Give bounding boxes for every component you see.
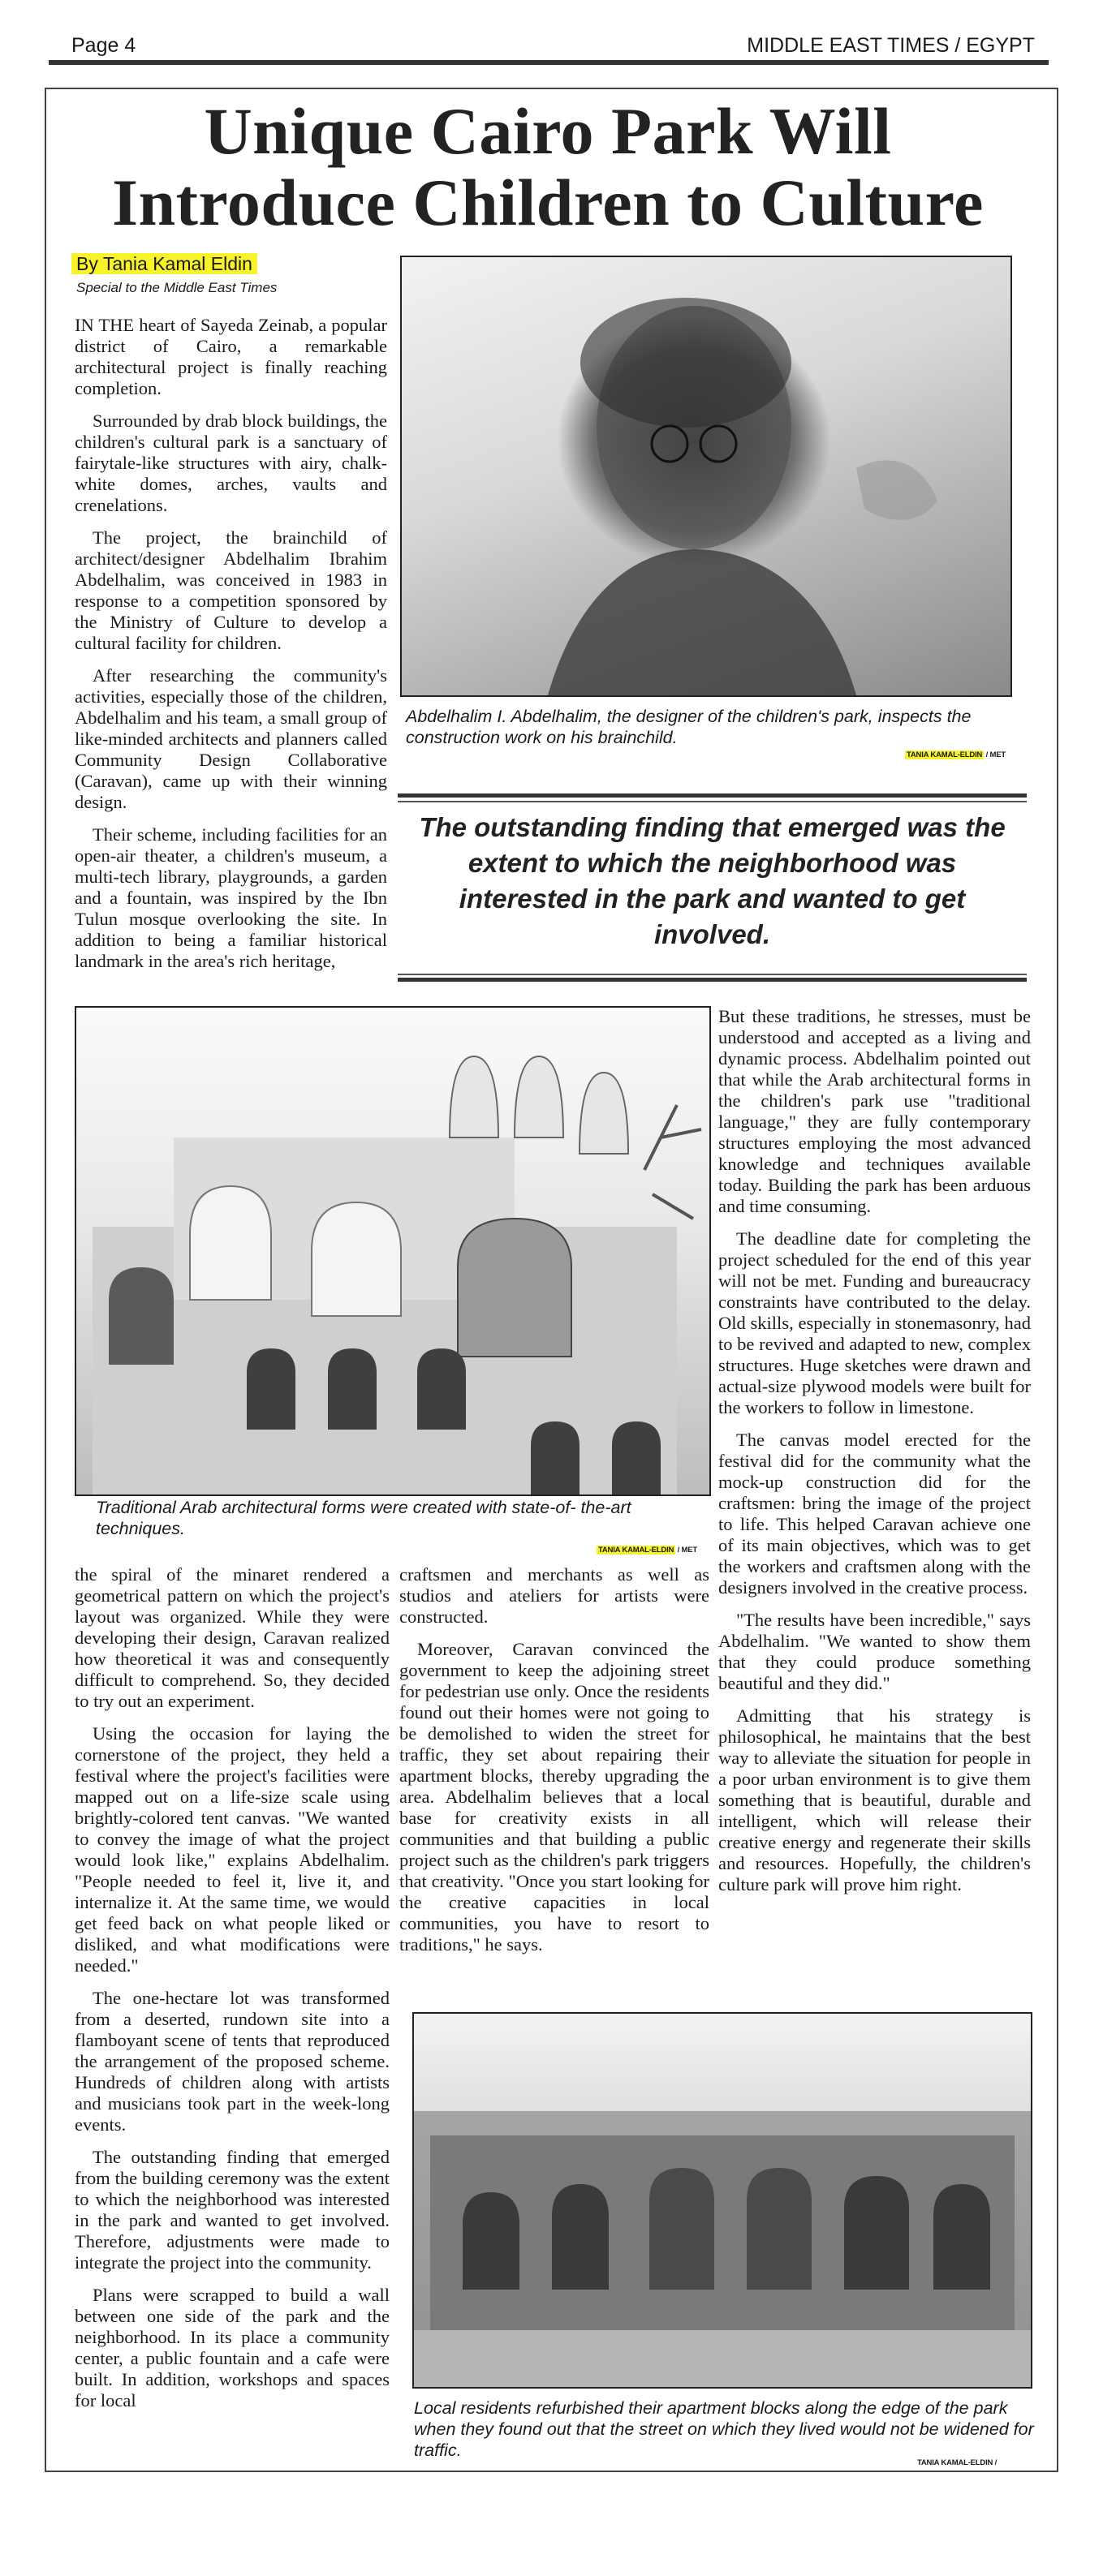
paragraph: The canvas model erected for the festival did for the community what the mock-up construction did for the craftsmen: bring the image of the project to life. This helped Caravan achieve one of its main objectives, which was to get the workers and craftsmen along with the designers involved in the creative process. — [718, 1430, 1031, 1598]
photo1-credit-name: TANIA KAMAL-ELDIN — [907, 750, 983, 759]
byline — [71, 253, 257, 275]
paragraph: The one-hectare lot was transformed from a deserted, rundown site into a flamboyant scene of tents that reproduced the arrangement of the proposed scheme. Hundreds of children along with artists and musicians took part in the week-long events. — [75, 1988, 390, 2135]
pull-quote-rule-top-thin — [398, 801, 1027, 802]
paragraph: Plans were scrapped to build a wall between one side of the park and the neighborhood. In its place a community center, a public fountain and a cafe were built. In addition, workshops and spaces for local — [75, 2285, 390, 2410]
byline-subtitle: Special to the Middle East Times — [76, 280, 278, 295]
column-bottom-middle — [399, 1564, 709, 1986]
photo3-credit: TANIA KAMAL-ELDIN / — [917, 2458, 998, 2467]
apartment-illustration — [414, 2014, 1031, 2387]
photo-designer-portrait — [400, 256, 1012, 697]
byline-author: By Tania Kamal Eldin — [71, 253, 257, 274]
paragraph: Moreover, Caravan convinced the government to keep the adjoining street for pedestrian use only. Once the residents found out their homes were not going to be demolished to widen the street for traffic, they set about repairing their apartment blocks, thereby upgrading the area. Abdelhalim believes that a local base for creativity exists in all communities and that building a public project such as the children's park triggers that creativity. "Once you start looking for the creative capacities in local communities, you have to resort to traditions," he says. — [399, 1639, 709, 1955]
paragraph: The outstanding finding that emerged from the building ceremony was the extent to which the neighborhood was interested in the park and wanted to get involved. Therefore, adjustments were made to integrate the project into the community. — [75, 2147, 390, 2273]
photo1-credit — [905, 750, 1006, 759]
headline — [65, 96, 1031, 239]
pull-quote-rule-top — [398, 793, 1027, 798]
paragraph: The project, the brainchild of architect/designer Abdelhalim Ibrahim Abdelhalim, was conceived in 1983 in response to a competition sponsored by the Ministry of Culture to develop a cultural facility for children. — [75, 527, 387, 653]
paragraph: Admitting that his strategy is philosophical, he maintains that the best way to alleviate the situation for people in a poor urban environment is to give them something that is beautiful, durable and intelligent, which will release their creative energy and regenerate their skills and resources. Hopefully, the children's culture park will prove him right. — [718, 1705, 1031, 1894]
publication-name: MIDDLE EAST TIMES / EGYPT — [747, 34, 1035, 57]
portrait-illustration — [402, 257, 1010, 695]
column-bottom-left — [75, 1564, 390, 2441]
paragraph: After researching the community's activities, especially those of the children, Abdelhalim and his team, a small group of like-minded architects and planners called Community Design Collaborative (Caravan), came up with their winning design. — [75, 665, 387, 812]
photo-architecture — [75, 1006, 711, 1496]
paragraph: Using the occasion for laying the cornerstone of the project, they held a festival where the project's facilities were mapped out on a life-size scale using brightly-colored tent canvas. "We wanted to convey the image of what the project would look like," explains Abdelhalim. "People needed to feel it, live it, and internalize it. At the same time, we would get feed back on what people liked or disliked, and what modifications were needed." — [75, 1723, 390, 1976]
headline-line-1: Unique Cairo Park Will — [204, 94, 892, 168]
photo1-credit-suffix: / MET — [984, 750, 1006, 759]
paragraph: "The results have been incredible," says Abdelhalim. "We wanted to show them that they could produce something beautiful and they did." — [718, 1610, 1031, 1693]
architecture-illustration — [76, 1008, 709, 1494]
photo2-credit — [597, 1546, 697, 1555]
column-top-left — [75, 315, 387, 1021]
paragraph: Surrounded by drab block buildings, the children's cultural park is a sanctuary of fairytale-like structures with airy, chalk-white domes, arches, vaults and crenelations. — [75, 411, 387, 515]
paragraph: IN THE heart of Sayeda Zeinab, a popular district of Cairo, a remarkable architectural project is finally reaching completion. — [75, 315, 387, 398]
page-number: Page 4 — [71, 34, 136, 57]
header-rule — [49, 60, 1049, 65]
paragraph: craftsmen and merchants as well as studios and ateliers for artists were constructed. — [399, 1564, 709, 1627]
paragraph: Their scheme, including facilities for an open-air theater, a children's museum, a multi-tech library, playgrounds, a garden and a fountain, was inspired by the Ibn Tulun mosque overlooking the site. In addition to being a familiar historical landmark in the area's rich heritage, — [75, 824, 387, 971]
paragraph: But these traditions, he stresses, must be understood and accepted as a living and dynamic process. Abdelhalim pointed out that while the Arab architectural forms in the children's park use "traditional language," they are fully contemporary structures employing the most advanced knowledge and techniques available today. Building the park has been arduous and time consuming. — [718, 1006, 1031, 1216]
pull-quote: The outstanding finding that emerged was the extent to which the neighborhood was interested in the park and wanted to get involved. — [419, 812, 1006, 949]
paragraph: The deadline date for completing the project scheduled for the end of this year will not be met. Funding and bureaucracy constraints have contributed to the delay. Old skills, especially in stonemasonry, had to be revived and adapted to new, complex structures. Huge sketches were drawn and actual-size plywood models were built for the workers to follow in limestone. — [718, 1228, 1031, 1417]
photo-apartment-blocks — [412, 2012, 1032, 2389]
headline-line-2: Introduce Children to Culture — [112, 166, 984, 239]
column-right-middle — [718, 1006, 1031, 1980]
photo2-credit-suffix: / MET — [675, 1546, 697, 1555]
photo1-caption: Abdelhalim I. Abdelhalim, the designer of the children's park, inspects the construction work on his brainchild. — [406, 707, 972, 747]
paragraph: the spiral of the minaret rendered a geometrical pattern on which the project's layout was organized. While they were developing their design, Caravan realized how theoretical it was and consequently difficult to comprehend. So, they decided to try out an experiment. — [75, 1564, 390, 1711]
photo3-caption: Local residents refurbished their apartment blocks along the edge of the park when they found out that the street on which they lived would not be widened for traffic. — [414, 2398, 1034, 2460]
pull-quote-rule-bottom-thin — [398, 974, 1027, 975]
photo2-caption: Traditional Arab architectural forms were created with state-of- the-art techniques. — [96, 1498, 631, 1538]
pull-quote-rule-bottom — [398, 978, 1027, 982]
photo2-credit-name: TANIA KAMAL-ELDIN — [598, 1546, 674, 1555]
